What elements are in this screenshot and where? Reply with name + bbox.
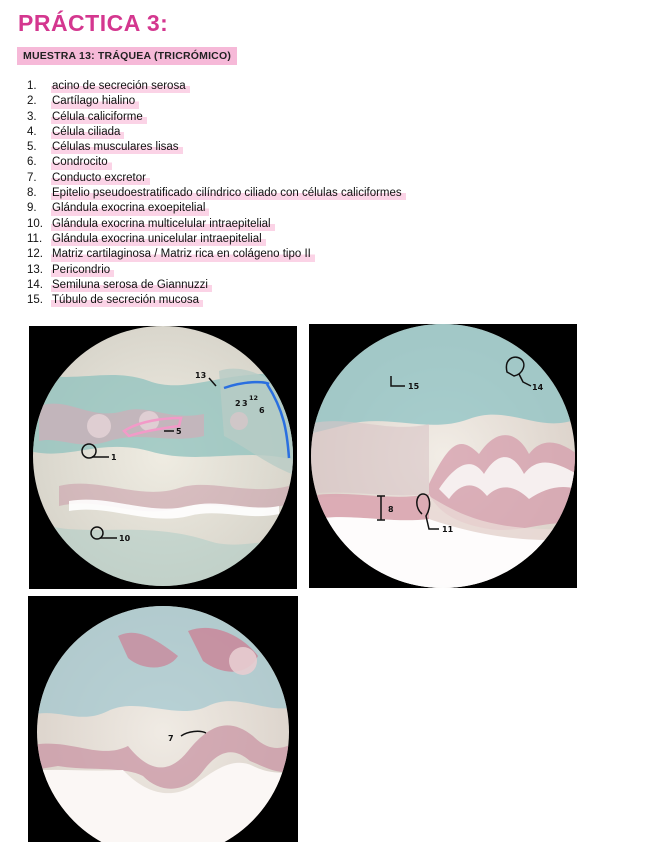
legend-item: 3. Célula caliciforme	[27, 110, 406, 125]
legend-item: 12. Matriz cartilaginosa / Matriz rica en colágeno tipo II	[27, 247, 406, 262]
label-10: 10	[119, 534, 131, 543]
label-2: 2	[235, 399, 241, 408]
label-3: 3	[242, 399, 248, 408]
micrograph-1-image	[29, 326, 297, 589]
label-15: 15	[408, 382, 420, 391]
label-12: 12	[249, 394, 259, 402]
legend-item: 1. acino de secreción serosa	[27, 79, 406, 94]
label-8: 8	[388, 505, 394, 514]
label-13: 13	[195, 371, 207, 380]
legend-item: 10. Glándula exocrina multicelular intraepitelial	[27, 217, 406, 232]
legend-item: 4. Célula ciliada	[27, 125, 406, 140]
legend-item: 13. Pericondrio	[27, 263, 406, 278]
micrograph-1	[29, 326, 297, 589]
label-5: 5	[176, 427, 182, 436]
label-14: 14	[532, 383, 544, 392]
micrograph-3	[28, 596, 298, 842]
page-title: PRÁCTICA 3:	[18, 10, 169, 36]
label-1: 1	[111, 453, 117, 462]
micrograph-2	[309, 324, 577, 588]
micrograph-3-image	[28, 596, 298, 842]
label-6: 6	[259, 406, 265, 415]
legend-item: 2. Cartílago hialino	[27, 94, 406, 109]
legend-item: 9. Glándula exocrina exoepitelial	[27, 201, 406, 216]
legend-item: 15. Túbulo de secreción mucosa	[27, 293, 406, 308]
micrograph-2-image	[309, 324, 577, 588]
legend-item: 5. Células musculares lisas	[27, 140, 406, 155]
legend-item: 7. Conducto excretor	[27, 171, 406, 186]
legend-item: 11. Glándula exocrina unicelular intraepitelial	[27, 232, 406, 247]
sample-tag: MUESTRA 13: TRÁQUEA (TRICRÓMICO)	[17, 47, 237, 65]
legend-list	[27, 79, 406, 308]
label-11: 11	[442, 525, 454, 534]
legend-item: 6. Condrocito	[27, 155, 406, 170]
legend-item: 8. Epitelio pseudoestratificado cilíndrico ciliado con células caliciformes	[27, 186, 406, 201]
legend-item: 14. Semiluna serosa de Giannuzzi	[27, 278, 406, 293]
label-7: 7	[168, 734, 174, 743]
